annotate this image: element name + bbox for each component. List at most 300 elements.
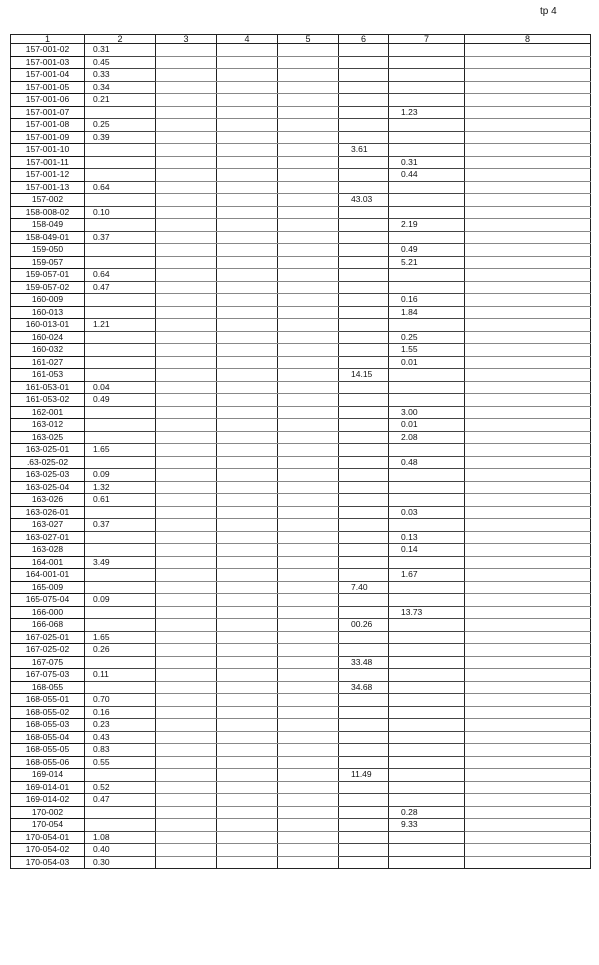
col8-cell	[465, 44, 591, 57]
col4-cell	[217, 394, 278, 407]
ledger-body	[11, 44, 591, 869]
col5-cell	[278, 381, 339, 394]
col6-value-cell	[339, 319, 389, 332]
table-row	[11, 331, 591, 344]
col4-cell	[217, 819, 278, 832]
parcel-code-cell: 159-057-02	[11, 281, 85, 294]
col2-value-cell	[85, 431, 156, 444]
col4-cell	[217, 506, 278, 519]
table-row	[11, 831, 591, 844]
col2-value-cell	[85, 194, 156, 207]
col7-value-cell	[389, 381, 465, 394]
col8-cell	[465, 406, 591, 419]
col5-cell	[278, 394, 339, 407]
col5-cell	[278, 594, 339, 607]
col6-value-cell	[339, 406, 389, 419]
col6-value-cell	[339, 394, 389, 407]
col5-cell	[278, 719, 339, 732]
table-row	[11, 369, 591, 382]
col3-cell	[156, 494, 217, 507]
col2-value-cell: 0.26	[85, 644, 156, 657]
parcel-code-cell: 167-075	[11, 656, 85, 669]
col3-cell	[156, 744, 217, 757]
col2-value-cell: 0.40	[85, 844, 156, 857]
column-header-6: 6	[339, 35, 389, 44]
table-row	[11, 119, 591, 132]
table-row	[11, 756, 591, 769]
col7-value-cell	[389, 281, 465, 294]
table-row	[11, 194, 591, 207]
col7-value-cell: 2.08	[389, 431, 465, 444]
col3-cell	[156, 81, 217, 94]
col8-cell	[465, 581, 591, 594]
parcel-code-cell: 170-002	[11, 806, 85, 819]
col6-value-cell	[339, 256, 389, 269]
parcel-code-cell: 157-001-09	[11, 131, 85, 144]
col6-value-cell	[339, 44, 389, 57]
table-row	[11, 606, 591, 619]
parcel-code-cell: 157-001-07	[11, 106, 85, 119]
col7-value-cell: 0.28	[389, 806, 465, 819]
parcel-code-cell: 163-028	[11, 544, 85, 557]
col4-cell	[217, 669, 278, 682]
table-row	[11, 806, 591, 819]
col8-cell	[465, 156, 591, 169]
table-row	[11, 56, 591, 69]
col4-cell	[217, 631, 278, 644]
col6-value-cell	[339, 644, 389, 657]
parcel-code-cell: 159-057-01	[11, 269, 85, 282]
col4-cell	[217, 181, 278, 194]
col2-value-cell	[85, 606, 156, 619]
col6-value-cell	[339, 594, 389, 607]
col7-value-cell	[389, 394, 465, 407]
col8-cell	[465, 819, 591, 832]
table-row	[11, 744, 591, 757]
parcel-code-cell: 160-013	[11, 306, 85, 319]
table-row	[11, 669, 591, 682]
col6-value-cell: 14.15	[339, 369, 389, 382]
table-row	[11, 294, 591, 307]
parcel-code-cell: 159-057	[11, 256, 85, 269]
col3-cell	[156, 669, 217, 682]
col4-cell	[217, 119, 278, 132]
col4-cell	[217, 369, 278, 382]
table-row	[11, 206, 591, 219]
parcel-code-cell: 163-012	[11, 419, 85, 432]
col5-cell	[278, 806, 339, 819]
col6-value-cell	[339, 531, 389, 544]
col7-value-cell	[389, 206, 465, 219]
col5-cell	[278, 356, 339, 369]
col8-cell	[465, 419, 591, 432]
parcel-code-cell: 160-032	[11, 344, 85, 357]
col7-value-cell: 0.25	[389, 331, 465, 344]
col6-value-cell	[339, 719, 389, 732]
col2-value-cell: 0.04	[85, 381, 156, 394]
col8-cell	[465, 831, 591, 844]
col2-value-cell	[85, 369, 156, 382]
col4-cell	[217, 381, 278, 394]
col6-value-cell	[339, 119, 389, 132]
col3-cell	[156, 806, 217, 819]
col7-value-cell	[389, 719, 465, 732]
col4-cell	[217, 556, 278, 569]
col6-value-cell	[339, 456, 389, 469]
table-row	[11, 694, 591, 707]
col7-value-cell: 9.33	[389, 819, 465, 832]
col6-value-cell	[339, 669, 389, 682]
col2-value-cell: 1.21	[85, 319, 156, 332]
col5-cell	[278, 581, 339, 594]
col6-value-cell	[339, 494, 389, 507]
col7-value-cell: 0.31	[389, 156, 465, 169]
col7-value-cell: 0.01	[389, 356, 465, 369]
col2-value-cell: 0.30	[85, 856, 156, 869]
col8-cell	[465, 769, 591, 782]
col6-value-cell	[339, 506, 389, 519]
col7-value-cell	[389, 519, 465, 532]
col6-value-cell: 00.26	[339, 619, 389, 632]
col5-cell	[278, 194, 339, 207]
table-row	[11, 731, 591, 744]
col5-cell	[278, 731, 339, 744]
col2-value-cell	[85, 106, 156, 119]
col4-cell	[217, 656, 278, 669]
col6-value-cell	[339, 206, 389, 219]
parcel-code-cell: 168-055-02	[11, 706, 85, 719]
col6-value-cell	[339, 106, 389, 119]
col3-cell	[156, 269, 217, 282]
col3-cell	[156, 781, 217, 794]
col7-value-cell	[389, 756, 465, 769]
col4-cell	[217, 94, 278, 107]
col6-value-cell	[339, 431, 389, 444]
col5-cell	[278, 656, 339, 669]
col7-value-cell	[389, 231, 465, 244]
col4-cell	[217, 744, 278, 757]
col5-cell	[278, 769, 339, 782]
col5-cell	[278, 619, 339, 632]
col2-value-cell: 0.49	[85, 394, 156, 407]
col7-value-cell: 0.01	[389, 419, 465, 432]
col5-cell	[278, 81, 339, 94]
col2-value-cell	[85, 656, 156, 669]
col5-cell	[278, 319, 339, 332]
col6-value-cell	[339, 419, 389, 432]
col3-cell	[156, 106, 217, 119]
parcel-code-cell: 167-025-01	[11, 631, 85, 644]
parcel-code-cell: 158-049-01	[11, 231, 85, 244]
col4-cell	[217, 269, 278, 282]
table-row	[11, 481, 591, 494]
col6-value-cell: 34.68	[339, 681, 389, 694]
col2-value-cell: 1.65	[85, 444, 156, 457]
col3-cell	[156, 431, 217, 444]
parcel-code-cell: 168-055-01	[11, 694, 85, 707]
col5-cell	[278, 494, 339, 507]
col2-value-cell	[85, 419, 156, 432]
col7-value-cell	[389, 56, 465, 69]
col2-value-cell	[85, 306, 156, 319]
col2-value-cell	[85, 456, 156, 469]
col3-cell	[156, 206, 217, 219]
col4-cell	[217, 544, 278, 557]
parcel-code-cell: 157-001-04	[11, 69, 85, 82]
table-row	[11, 531, 591, 544]
col5-cell	[278, 469, 339, 482]
col7-value-cell: 3.00	[389, 406, 465, 419]
parcel-code-cell: 170-054	[11, 819, 85, 832]
col6-value-cell: 33.48	[339, 656, 389, 669]
col4-cell	[217, 644, 278, 657]
col2-value-cell	[85, 219, 156, 232]
table-row	[11, 619, 591, 632]
col3-cell	[156, 769, 217, 782]
col2-value-cell	[85, 681, 156, 694]
col2-value-cell	[85, 581, 156, 594]
col7-value-cell	[389, 194, 465, 207]
col7-value-cell: 1.67	[389, 569, 465, 582]
table-row	[11, 844, 591, 857]
col6-value-cell	[339, 819, 389, 832]
parcel-code-cell: 158-008-02	[11, 206, 85, 219]
col3-cell	[156, 381, 217, 394]
col8-cell	[465, 844, 591, 857]
col4-cell	[217, 806, 278, 819]
col5-cell	[278, 644, 339, 657]
col5-cell	[278, 431, 339, 444]
col6-value-cell	[339, 56, 389, 69]
parcel-code-cell: 168-055-05	[11, 744, 85, 757]
parcel-code-cell: 157-002	[11, 194, 85, 207]
col6-value-cell	[339, 631, 389, 644]
col3-cell	[156, 219, 217, 232]
parcel-code-cell: 165-075-04	[11, 594, 85, 607]
col5-cell	[278, 606, 339, 619]
col7-value-cell	[389, 644, 465, 657]
col2-value-cell	[85, 344, 156, 357]
col4-cell	[217, 194, 278, 207]
column-header-4: 4	[217, 35, 278, 44]
col7-value-cell	[389, 119, 465, 132]
col4-cell	[217, 294, 278, 307]
col4-cell	[217, 106, 278, 119]
col7-value-cell: 0.44	[389, 169, 465, 182]
col8-cell	[465, 456, 591, 469]
col2-value-cell: 0.21	[85, 94, 156, 107]
parcel-code-cell: 157-001-13	[11, 181, 85, 194]
col6-value-cell	[339, 244, 389, 257]
parcel-code-cell: 161-053-01	[11, 381, 85, 394]
col5-cell	[278, 844, 339, 857]
col5-cell	[278, 631, 339, 644]
table-row	[11, 244, 591, 257]
col4-cell	[217, 531, 278, 544]
col2-value-cell	[85, 819, 156, 832]
col8-cell	[465, 69, 591, 82]
col4-cell	[217, 719, 278, 732]
col4-cell	[217, 131, 278, 144]
col6-value-cell	[339, 181, 389, 194]
col3-cell	[156, 94, 217, 107]
table-row	[11, 506, 591, 519]
col3-cell	[156, 581, 217, 594]
col7-value-cell	[389, 131, 465, 144]
col2-value-cell	[85, 294, 156, 307]
col3-cell	[156, 469, 217, 482]
col2-value-cell: 0.83	[85, 744, 156, 757]
col2-value-cell	[85, 506, 156, 519]
col8-cell	[465, 344, 591, 357]
col6-value-cell	[339, 69, 389, 82]
col7-value-cell	[389, 731, 465, 744]
col7-value-cell	[389, 94, 465, 107]
col7-value-cell	[389, 369, 465, 382]
parcel-code-cell: 167-025-02	[11, 644, 85, 657]
parcel-code-cell: 163-025-04	[11, 481, 85, 494]
parcel-code-cell: .63-025-02	[11, 456, 85, 469]
col2-value-cell	[85, 331, 156, 344]
col6-value-cell	[339, 331, 389, 344]
col8-cell	[465, 544, 591, 557]
col5-cell	[278, 531, 339, 544]
col4-cell	[217, 219, 278, 232]
col3-cell	[156, 306, 217, 319]
table-row	[11, 419, 591, 432]
col2-value-cell: 0.61	[85, 494, 156, 507]
col3-cell	[156, 631, 217, 644]
col7-value-cell	[389, 794, 465, 807]
col3-cell	[156, 831, 217, 844]
table-row	[11, 356, 591, 369]
col8-cell	[465, 319, 591, 332]
table-row	[11, 656, 591, 669]
col7-value-cell	[389, 781, 465, 794]
col8-cell	[465, 169, 591, 182]
col7-value-cell	[389, 694, 465, 707]
col4-cell	[217, 681, 278, 694]
col7-value-cell: 0.49	[389, 244, 465, 257]
parcel-code-cell: 158-049	[11, 219, 85, 232]
col7-value-cell	[389, 856, 465, 869]
col8-cell	[465, 606, 591, 619]
col8-cell	[465, 444, 591, 457]
col8-cell	[465, 81, 591, 94]
col3-cell	[156, 681, 217, 694]
col3-cell	[156, 844, 217, 857]
col5-cell	[278, 681, 339, 694]
col3-cell	[156, 856, 217, 869]
table-row	[11, 469, 591, 482]
col5-cell	[278, 119, 339, 132]
col6-value-cell	[339, 219, 389, 232]
col8-cell	[465, 219, 591, 232]
col3-cell	[156, 319, 217, 332]
col5-cell	[278, 294, 339, 307]
column-header-8: 8	[465, 35, 591, 44]
col8-cell	[465, 431, 591, 444]
col3-cell	[156, 169, 217, 182]
column-header-1: 1	[11, 35, 85, 44]
table-row	[11, 394, 591, 407]
col3-cell	[156, 819, 217, 832]
col7-value-cell	[389, 319, 465, 332]
col5-cell	[278, 344, 339, 357]
col4-cell	[217, 569, 278, 582]
col6-value-cell	[339, 131, 389, 144]
col4-cell	[217, 694, 278, 707]
col8-cell	[465, 194, 591, 207]
col7-value-cell: 5.21	[389, 256, 465, 269]
col4-cell	[217, 244, 278, 257]
parcel-code-cell: 157-001-12	[11, 169, 85, 182]
col6-value-cell: 3.61	[339, 144, 389, 157]
col5-cell	[278, 231, 339, 244]
table-row	[11, 494, 591, 507]
table-row	[11, 219, 591, 232]
col3-cell	[156, 281, 217, 294]
col5-cell	[278, 219, 339, 232]
table-row	[11, 556, 591, 569]
col5-cell	[278, 156, 339, 169]
parcel-code-cell: 157-001-08	[11, 119, 85, 132]
ledger-table	[10, 34, 591, 869]
col7-value-cell	[389, 631, 465, 644]
col5-cell	[278, 506, 339, 519]
col6-value-cell	[339, 344, 389, 357]
col5-cell	[278, 706, 339, 719]
col8-cell	[465, 94, 591, 107]
col6-value-cell	[339, 569, 389, 582]
col5-cell	[278, 694, 339, 707]
parcel-code-cell: 157-001-10	[11, 144, 85, 157]
col6-value-cell	[339, 356, 389, 369]
col3-cell	[156, 569, 217, 582]
col3-cell	[156, 556, 217, 569]
col4-cell	[217, 81, 278, 94]
col3-cell	[156, 44, 217, 57]
col3-cell	[156, 331, 217, 344]
parcel-code-cell: 160-009	[11, 294, 85, 307]
parcel-code-cell: 163-025-01	[11, 444, 85, 457]
col4-cell	[217, 519, 278, 532]
column-header-5: 5	[278, 35, 339, 44]
col8-cell	[465, 806, 591, 819]
parcel-code-cell: 157-001-11	[11, 156, 85, 169]
col8-cell	[465, 394, 591, 407]
col2-value-cell	[85, 769, 156, 782]
col7-value-cell	[389, 81, 465, 94]
col4-cell	[217, 69, 278, 82]
col3-cell	[156, 719, 217, 732]
col7-value-cell: 1.55	[389, 344, 465, 357]
col5-cell	[278, 94, 339, 107]
col5-cell	[278, 169, 339, 182]
col8-cell	[465, 756, 591, 769]
col6-value-cell	[339, 831, 389, 844]
col6-value-cell	[339, 269, 389, 282]
parcel-code-cell: 166-000	[11, 606, 85, 619]
col4-cell	[217, 469, 278, 482]
col3-cell	[156, 231, 217, 244]
col4-cell	[217, 481, 278, 494]
col5-cell	[278, 569, 339, 582]
table-row	[11, 131, 591, 144]
col7-value-cell	[389, 481, 465, 494]
col6-value-cell: 7.40	[339, 581, 389, 594]
col8-cell	[465, 531, 591, 544]
